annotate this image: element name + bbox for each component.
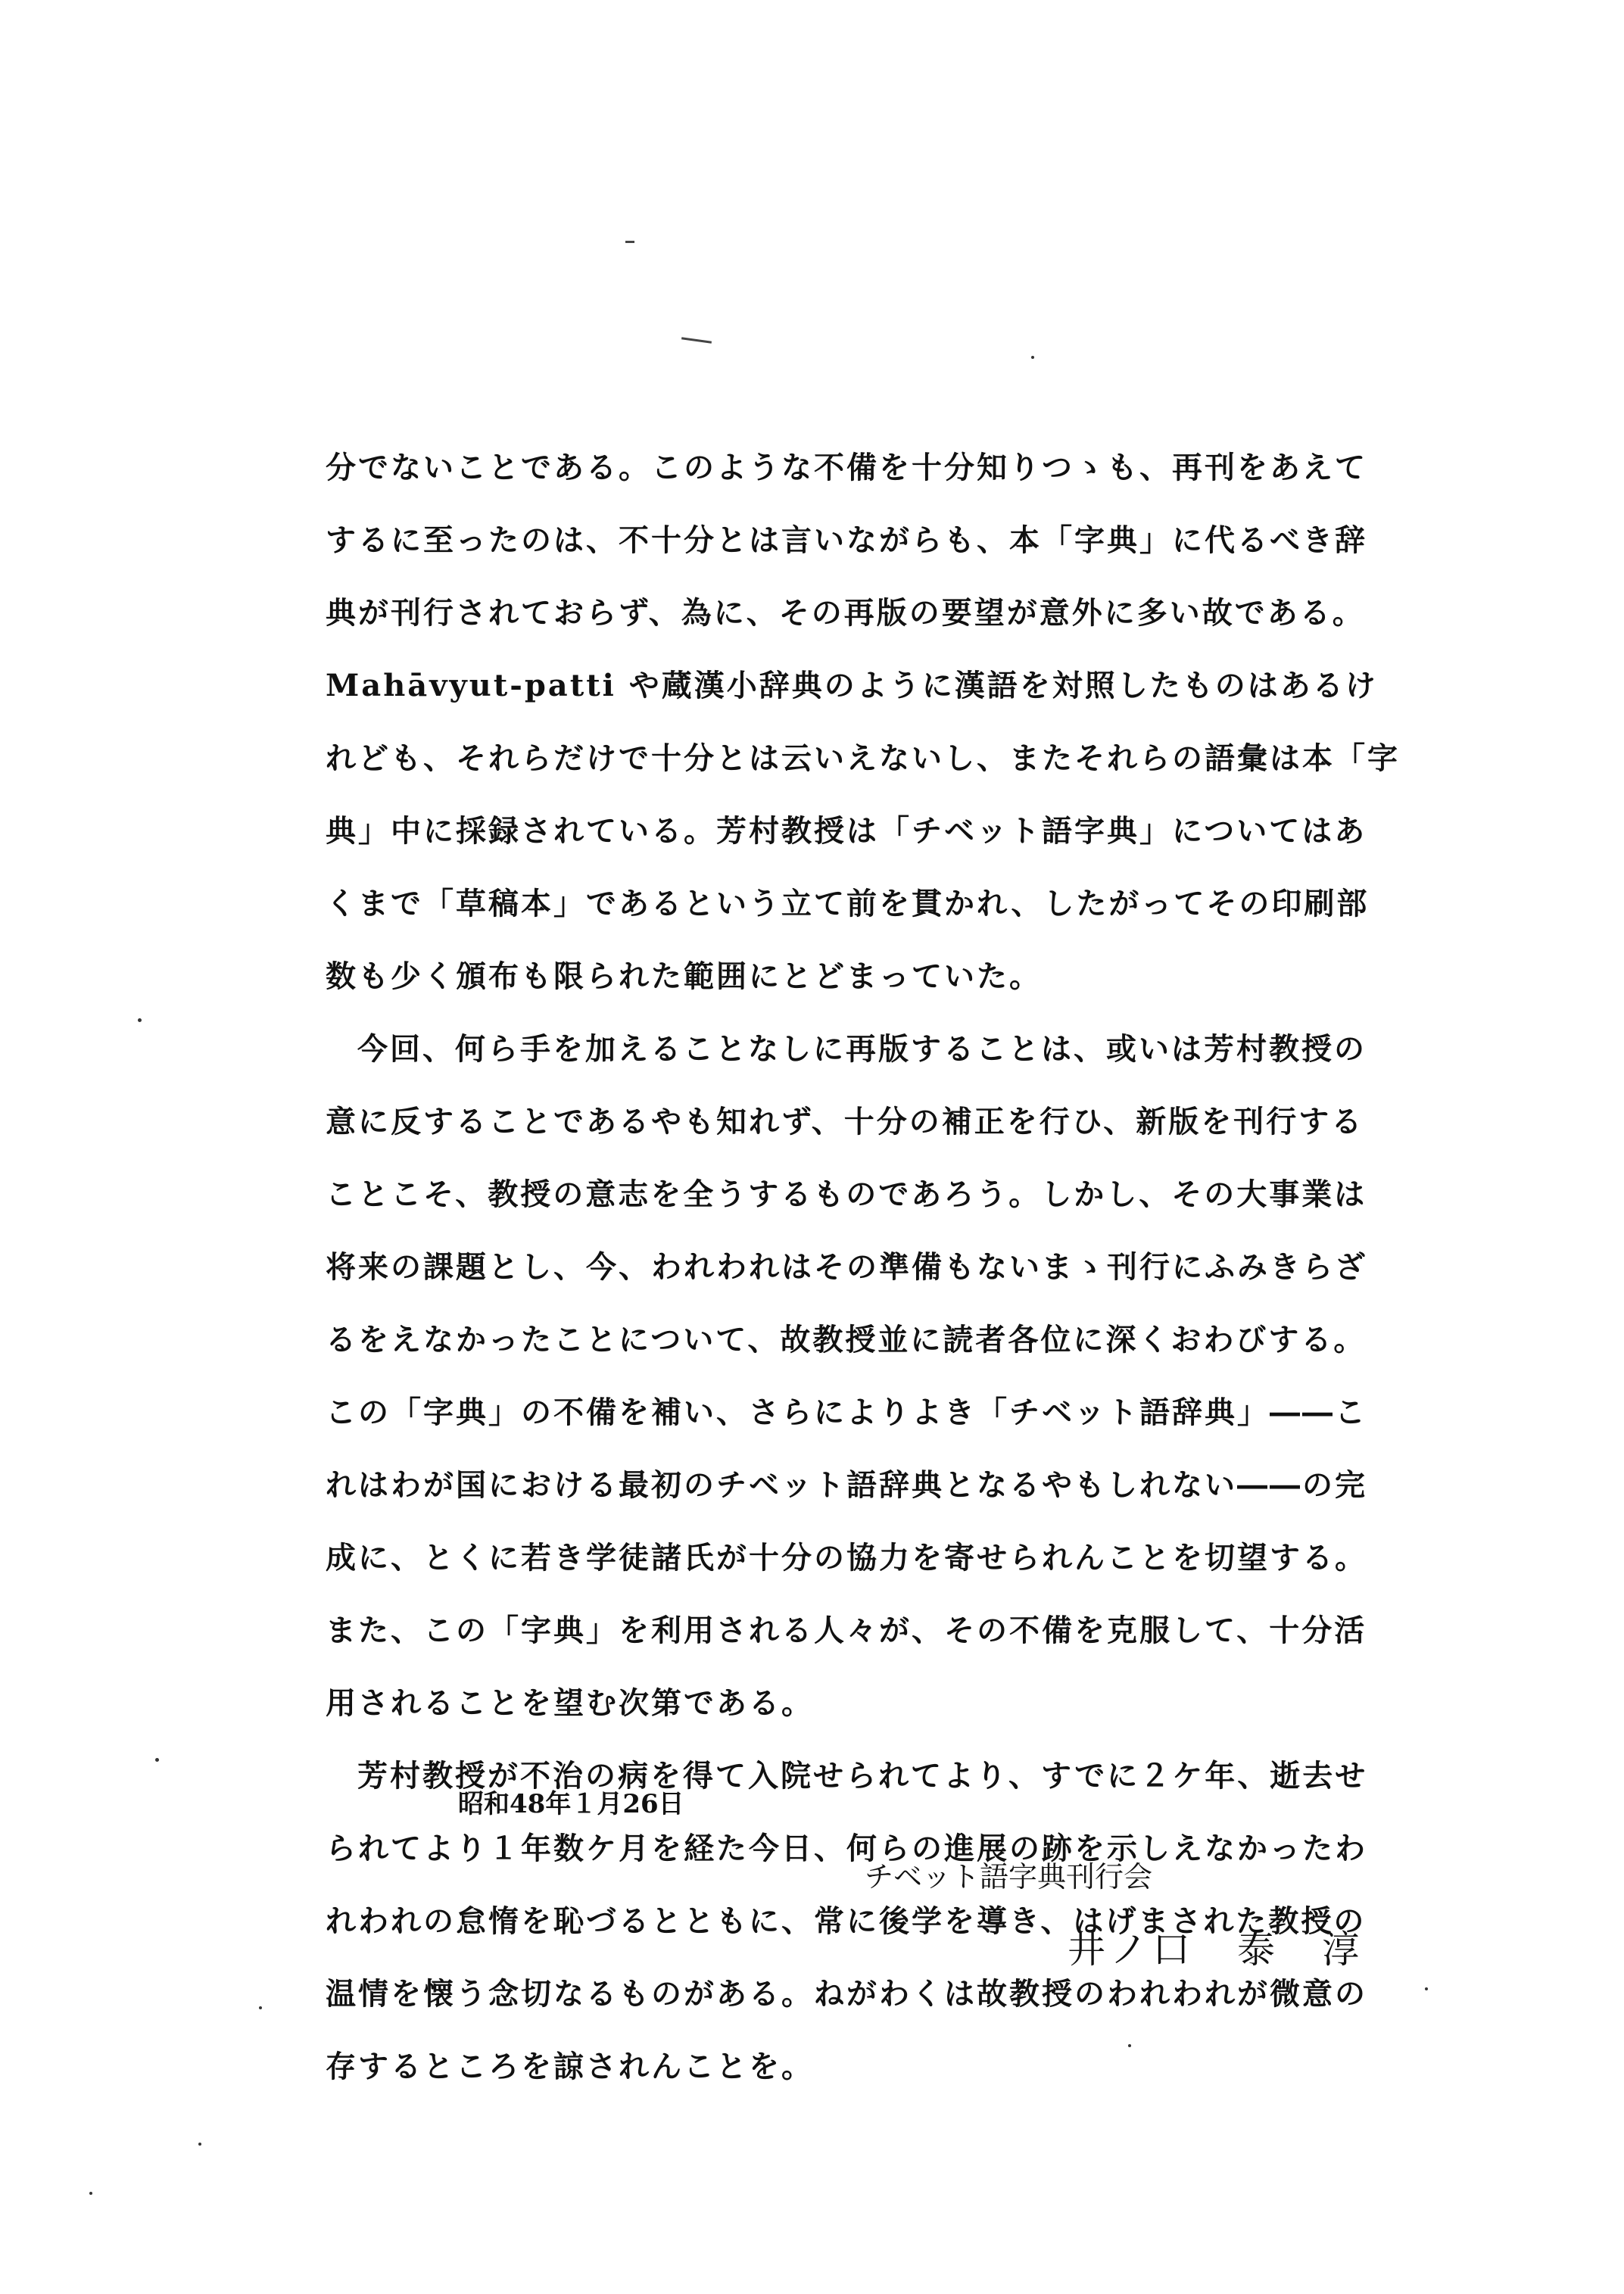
text-line: この「字典」の不備を補い、さらによりよき「チベット語辞典」――こ	[326, 1395, 1367, 1430]
text-line: 意に反することであるやも知れず、十分の補正を行ひ、新版を刊行する	[326, 1104, 1364, 1139]
text-line: れはわが国における最初のチベット語辞典となるやもしれない――の完	[326, 1467, 1367, 1503]
text-line: 用されることを望む次第である。	[326, 1685, 814, 1721]
text-line: 典」中に採録されている。芳村教授は「チベット語字典」についてはあ	[326, 813, 1367, 849]
text-line: 将来の課題とし、今、われわれはその準備もないまゝ刊行にふみきらざ	[326, 1249, 1367, 1285]
signer-name: 井ノ口 泰 淳	[1068, 1928, 1364, 1971]
text-line: れども、それらだけで十分とは云いえないし、またそれらの語彙は本「字	[326, 740, 1400, 776]
scan-speck	[89, 2192, 92, 2195]
text-line: れわれの怠惰を恥づるとともに、常に後学を導き、はげまされた教授の	[326, 1903, 1367, 1939]
scan-speck	[259, 2006, 262, 2009]
text-line: 成に、とくに若き学徒諸氏が十分の協力を寄せられんことを切望する。	[326, 1540, 1367, 1576]
date-line: 昭和48年１月26日	[458, 1789, 684, 1819]
publisher-name: チベット語字典刊行会	[865, 1860, 1153, 1893]
body-text	[326, 432, 1401, 2103]
scan-speck	[138, 1018, 142, 1022]
text-line: するに至ったのは、不十分とは言いながらも、本「字典」に代るべき辞	[326, 522, 1367, 558]
scan-mark	[625, 241, 634, 243]
scan-speck	[155, 1758, 159, 1762]
text-line: 存するところを諒されんことを。	[326, 2049, 814, 2084]
text-line: 数も少く頒布も限られた範囲にとどまっていた。	[326, 958, 1042, 994]
text-line: るをえなかったことについて、故教授並に読者各位に深くおわびする。	[326, 1322, 1367, 1357]
text-line: られてより１年数ケ月を経た今日、何らの進展の跡を示しえなかったわ	[326, 1831, 1367, 1866]
text-line: 分でないことである。このような不備を十分知りつゝも、再刊をあえて	[326, 450, 1367, 485]
text-line: ことこそ、教授の意志を全うするものであろう。しかし、その大事業は	[326, 1177, 1367, 1212]
text-line: 典が刊行されておらず、為に、その再版の要望が意外に多い故である。	[326, 595, 1365, 631]
text-line: また、この「字典」を利用される人々が、その不備を克服して、十分活	[326, 1613, 1367, 1648]
scan-speck	[1425, 1987, 1428, 1990]
text-line: 芳村教授が不治の病を得て入院せられてより、すでに２ケ年、逝去せ	[357, 1758, 1368, 1794]
text-line: 温情を懐う念切なるものがある。ねがわくは故教授のわれわれが微意の	[326, 1976, 1367, 2012]
text-line: Mahāvyut-patti や蔵漢小辞典のように漢語を対照したものはあるけ	[326, 668, 1378, 703]
text-line: 今回、何ら手を加えることなしに再版することは、或いは芳村教授の	[357, 1031, 1367, 1067]
scan-mark	[681, 337, 712, 344]
text-line: くまで「草稿本」であるという立て前を貫かれ、したがってその印刷部	[326, 886, 1370, 921]
scan-speck	[1031, 356, 1034, 359]
scan-speck	[198, 2143, 201, 2146]
